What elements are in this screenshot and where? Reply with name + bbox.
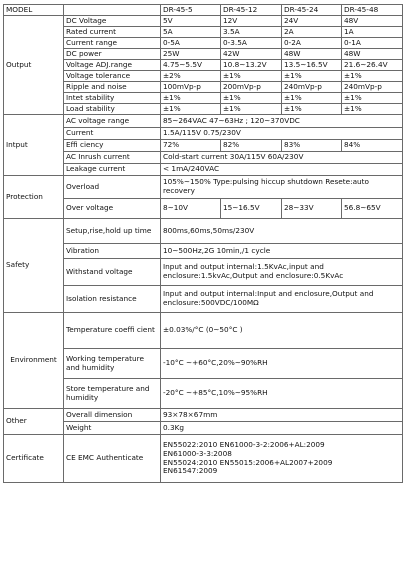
output-row xyxy=(4,60,403,71)
header-dr-45-24: DR-45-24 xyxy=(282,5,342,16)
row-label: Over voltage xyxy=(64,199,161,219)
cell-value: 1A xyxy=(342,27,403,38)
row-label: Overall dimension xyxy=(64,409,161,422)
cell-value: 48W xyxy=(282,49,342,60)
output-row xyxy=(4,27,403,38)
row-label: Working temperature and humidity xyxy=(64,349,161,379)
cell-value: ±1% xyxy=(282,104,342,115)
cell-value: -20°C ~+85°C,10%~95%RH xyxy=(161,379,403,409)
cell-value: ±1% xyxy=(221,104,282,115)
cell-value: 5A xyxy=(161,27,221,38)
input-row xyxy=(4,140,403,152)
cell-value: ±1% xyxy=(342,93,403,104)
cell-value: 24V xyxy=(282,16,342,27)
cell-value: ±2% xyxy=(161,71,221,82)
cell-value: 28~33V xyxy=(282,199,342,219)
row-label: Store temperature and humidity xyxy=(64,379,161,409)
environment-row xyxy=(4,379,403,409)
environment-row xyxy=(4,349,403,379)
cell-value: < 1mA/240VAC xyxy=(161,164,403,176)
header-model: MODEL xyxy=(4,5,64,16)
cell-value: 105%~150% Type:pulsing hiccup shutdown Resete:auto recovery xyxy=(161,176,403,199)
cell-value: 240mVp-p xyxy=(282,82,342,93)
certificate-standards xyxy=(161,435,403,483)
protection-row xyxy=(4,199,403,219)
cell-value: -10°C ~+60°C,20%~90%RH xyxy=(161,349,403,379)
row-label: AC voltage range xyxy=(64,115,161,128)
cell-value: 0-1A xyxy=(342,38,403,49)
environment-row xyxy=(4,313,403,349)
group-protection: Protection xyxy=(4,176,64,219)
cell-value: 3.5A xyxy=(221,27,282,38)
certificate-line: EN55022:2010 EN61000-3-2:2006+AL:2009 xyxy=(163,440,325,450)
output-row xyxy=(4,93,403,104)
cell-value: 12V xyxy=(221,16,282,27)
row-label: Load stability xyxy=(64,104,161,115)
safety-row xyxy=(4,286,403,313)
output-row xyxy=(4,104,403,115)
cell-value: 82% xyxy=(221,140,282,152)
cell-value: 13.5~16.5V xyxy=(282,60,342,71)
input-row xyxy=(4,128,403,140)
cell-value: 21.6~26.4V xyxy=(342,60,403,71)
cell-value: ±0.03%/°C (0~50°C ) xyxy=(161,313,403,349)
cell-value: 4.75~5.5V xyxy=(161,60,221,71)
row-label: DC power xyxy=(64,49,161,60)
input-row xyxy=(4,115,403,128)
cell-value: 200mVp-p xyxy=(221,82,282,93)
cell-value: ±1% xyxy=(282,93,342,104)
cell-value: 10~500Hz,2G 10min,/1 cycle xyxy=(161,244,403,259)
row-label: Overload xyxy=(64,176,161,199)
cell-value: ±1% xyxy=(342,104,403,115)
protection-row xyxy=(4,176,403,199)
cell-value: 56.8~65V xyxy=(342,199,403,219)
input-row xyxy=(4,152,403,164)
certificate-line: EN55024:2010 EN55015:2006+AL2007+2009 xyxy=(163,457,333,467)
header-blank xyxy=(64,5,161,16)
row-label: Ripple and noise xyxy=(64,82,161,93)
other-row xyxy=(4,409,403,422)
row-label: Voltage tolerance xyxy=(64,71,161,82)
cell-value: 240mVp-p xyxy=(342,82,403,93)
cell-value: 93×78×67mm xyxy=(161,409,403,422)
row-label: Setup,rise,hold up time xyxy=(64,219,161,244)
row-label: DC Voltage xyxy=(64,16,161,27)
row-label: Leakage current xyxy=(64,164,161,176)
certificate-row xyxy=(4,435,403,483)
output-row xyxy=(4,82,403,93)
cell-value: ±1% xyxy=(221,93,282,104)
header-dr-45-5: DR-45-5 xyxy=(161,5,221,16)
cell-value: 25W xyxy=(161,49,221,60)
cell-value: ±1% xyxy=(282,71,342,82)
cell-value: 0-5A xyxy=(161,38,221,49)
group-environment: Environment xyxy=(4,313,64,409)
output-row xyxy=(4,49,403,60)
header-dr-45-12: DR-45-12 xyxy=(221,5,282,16)
cell-value: 42W xyxy=(221,49,282,60)
group-output: Output xyxy=(4,16,64,115)
cell-value: 100mVp-p xyxy=(161,82,221,93)
output-row xyxy=(4,38,403,49)
group-other: Other xyxy=(4,409,64,435)
output-row xyxy=(4,16,403,27)
row-label: Voltage ADJ.range xyxy=(64,60,161,71)
group-safety: Safety xyxy=(4,219,64,313)
row-label: Rated current xyxy=(64,27,161,38)
cell-value: 800ms,60ms,50ms/230V xyxy=(161,219,403,244)
safety-row xyxy=(4,219,403,244)
header-row xyxy=(4,5,403,16)
row-label: CE EMC Authenticate xyxy=(64,435,161,483)
cell-value: ±1% xyxy=(221,71,282,82)
cell-value: 0-3.5A xyxy=(221,38,282,49)
cell-value: 48W xyxy=(342,49,403,60)
cell-value: 48V xyxy=(342,16,403,27)
row-label: Current range xyxy=(64,38,161,49)
input-row xyxy=(4,164,403,176)
safety-row xyxy=(4,259,403,286)
row-label: Withstand voltage xyxy=(64,259,161,286)
other-row xyxy=(4,422,403,435)
cell-value: 8~10V xyxy=(161,199,221,219)
cell-value: 1.5A/115V 0.75/230V xyxy=(161,128,403,140)
cell-value: ±1% xyxy=(161,93,221,104)
cell-value: Input and output internal:Input and enclosure,Output and enclosure:500VDC/100MΩ xyxy=(161,286,403,313)
group-certificate: Certificate xyxy=(4,435,64,483)
certificate-line: EN61000-3-3:2008 xyxy=(163,448,232,458)
cell-value: 5V xyxy=(161,16,221,27)
row-label: Temperature coeffi cient xyxy=(64,313,161,349)
header-dr-45-48: DR-45-48 xyxy=(342,5,403,16)
cell-value: ±1% xyxy=(161,104,221,115)
row-label: Current xyxy=(64,128,161,140)
group-input: Intput xyxy=(4,115,64,176)
cell-value: 10.8~13.2V xyxy=(221,60,282,71)
cell-value: 84% xyxy=(342,140,403,152)
certificate-line: EN61547:2009 xyxy=(163,466,218,476)
output-row xyxy=(4,71,403,82)
row-label: Intet stability xyxy=(64,93,161,104)
row-label: Weight xyxy=(64,422,161,435)
cell-value: 85~264VAC 47~63Hz ; 120~370VDC xyxy=(161,115,403,128)
cell-value: Cold-start current 30A/115V 60A/230V xyxy=(161,152,403,164)
cell-value: 0.3Kg xyxy=(161,422,403,435)
cell-value: ±1% xyxy=(342,71,403,82)
cell-value: 15~16.5V xyxy=(221,199,282,219)
cell-value: 72% xyxy=(161,140,221,152)
row-label: Isolation resistance xyxy=(64,286,161,313)
row-label: Effi ciency xyxy=(64,140,161,152)
row-label: AC Inrush current xyxy=(64,152,161,164)
specification-table xyxy=(3,4,403,483)
cell-value: 0-2A xyxy=(282,38,342,49)
safety-row xyxy=(4,244,403,259)
cell-value: Input and output internal:1.5KvAc,input and enclosure:1.5kvAc,Output and enclosure:0.5KvAc xyxy=(161,259,403,286)
cell-value: 83% xyxy=(282,140,342,152)
cell-value: 2A xyxy=(282,27,342,38)
row-label: Vibration xyxy=(64,244,161,259)
